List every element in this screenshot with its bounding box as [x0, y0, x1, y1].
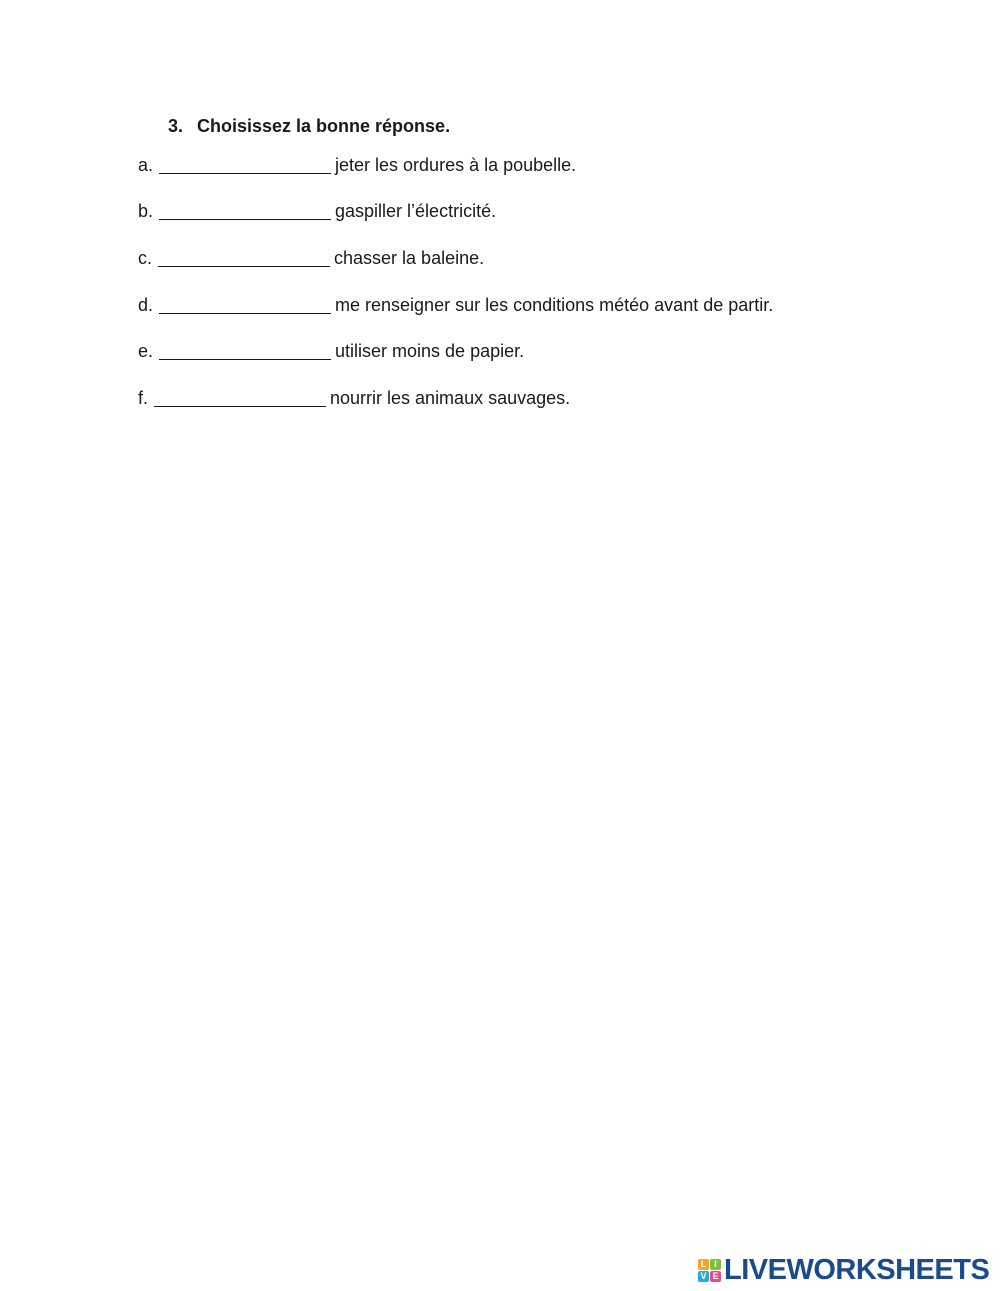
- question-a: [138, 154, 576, 176]
- answer-blank-c[interactable]: [158, 248, 330, 267]
- question-text: me renseigner sur les conditions météo avant de partir.: [335, 295, 774, 315]
- question-text: utiliser moins de papier.: [335, 341, 525, 361]
- question-c: [138, 247, 484, 269]
- liveworksheets-logo: [698, 1253, 990, 1286]
- logo-cell-e: E: [710, 1271, 721, 1282]
- answer-blank-f[interactable]: [154, 388, 326, 407]
- logo-cell-i: I: [710, 1259, 721, 1270]
- question-letter: a.: [138, 155, 154, 175]
- question-text: gaspiller l’électricité.: [335, 201, 497, 221]
- question-letter: f.: [138, 388, 149, 408]
- question-letter: b.: [138, 201, 154, 221]
- answer-blank-e[interactable]: [159, 341, 331, 360]
- question-letter: e.: [138, 341, 154, 361]
- question-text: chasser la baleine.: [334, 248, 485, 268]
- question-text: nourrir les animaux sauvages.: [330, 388, 571, 408]
- exercise-title: Choisissez la bonne réponse.: [197, 116, 451, 136]
- exercise-heading: [168, 116, 450, 137]
- question-b: [138, 200, 496, 222]
- question-e: [138, 340, 524, 362]
- question-f: [138, 387, 570, 409]
- logo-icon: [698, 1259, 721, 1282]
- answer-blank-b[interactable]: [159, 201, 331, 220]
- answer-blank-d[interactable]: [159, 295, 331, 314]
- logo-cell-l: L: [698, 1259, 709, 1270]
- answer-blank-a[interactable]: [159, 155, 331, 174]
- question-letter: c.: [138, 248, 153, 268]
- question-letter: d.: [138, 295, 154, 315]
- logo-wordmark: LIVEWORKSHEETS: [724, 1253, 990, 1286]
- question-d: [138, 294, 773, 316]
- exercise-number: 3.: [168, 116, 184, 136]
- logo-cell-v: V: [698, 1271, 709, 1282]
- question-text: jeter les ordures à la poubelle.: [335, 155, 577, 175]
